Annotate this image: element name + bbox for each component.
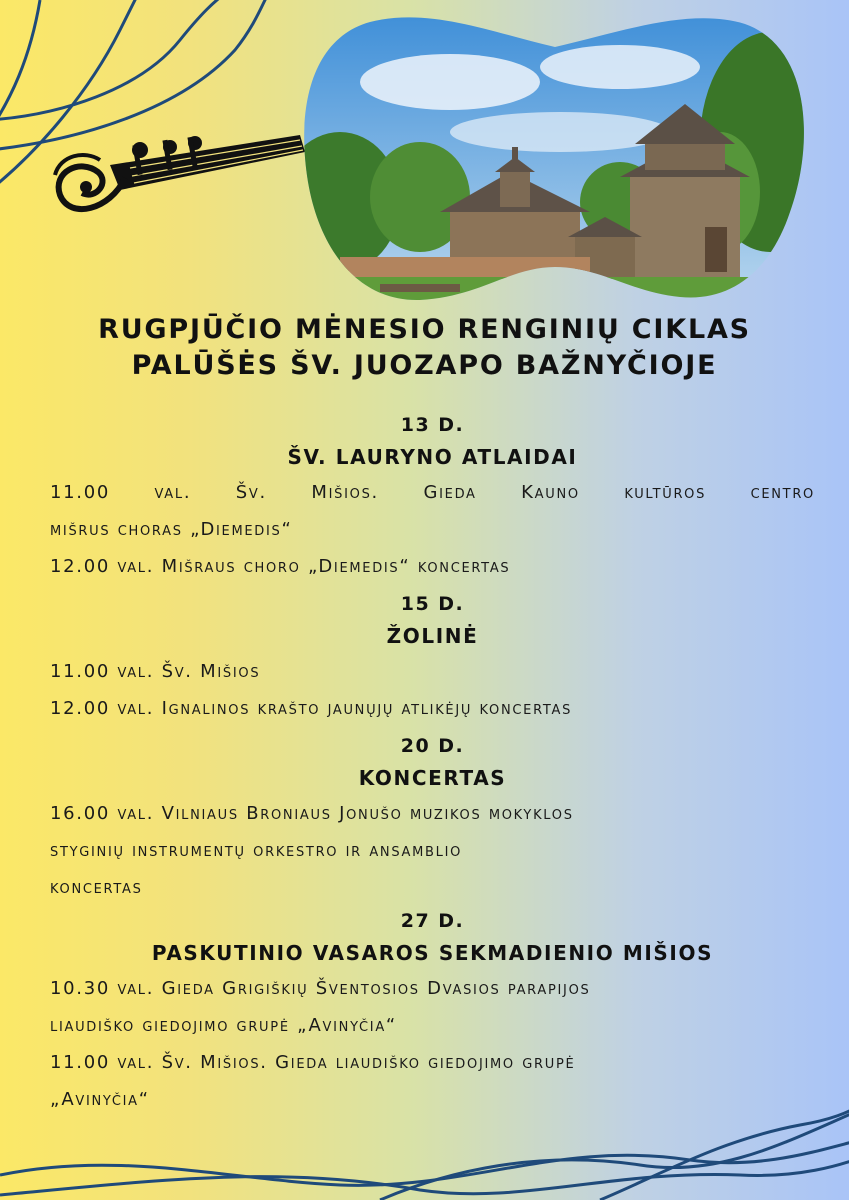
title-line-1: RUGPJŪČIO MĖNESIO RENGINIŲ CIKLAS	[98, 314, 751, 345]
schedule-line: koncertas	[50, 877, 143, 898]
schedule-line: 11.00 val. Šv. Mišios. Gieda Kauno kultūros centro	[50, 482, 815, 503]
section-event: KONCERTAS	[358, 766, 507, 790]
schedule-line: liaudiško giedojimo grupė „Avinyčia“	[50, 1015, 397, 1036]
schedule-line: 12.00 val. Ignalinos krašto jaunųjų atlikėjų koncertas	[50, 698, 573, 719]
section-event: PASKUTINIO VASAROS SEKMADIENIO MIŠIOS	[151, 941, 714, 965]
section-event: ŽOLINĖ	[386, 624, 479, 648]
section-day: 13 D.	[400, 414, 465, 436]
schedule-line: 12.00 val. Mišraus choro „Diemedis“ koncertas	[50, 556, 511, 577]
title-block	[0, 312, 849, 384]
schedule-section	[50, 410, 815, 585]
church-photo	[300, 12, 810, 312]
schedule-section	[50, 906, 815, 1118]
schedule-line: mišrus choras „Diemedis“	[50, 519, 293, 540]
title-line-2: PALŪŠĖS ŠV. JUOZAPO BAŽNYČIOJE	[131, 350, 718, 381]
schedule-line: styginių instrumentų orkestro ir ansamblio	[50, 840, 463, 861]
schedule-section	[50, 589, 815, 727]
section-day: 20 D.	[400, 735, 465, 757]
schedule	[50, 410, 815, 1118]
schedule-line: 11.00 val. Šv. Mišios	[50, 661, 261, 682]
schedule-line: „Avinyčia“	[50, 1089, 150, 1110]
schedule-line: 11.00 val. Šv. Mišios. Gieda liaudiško giedojimo grupė	[50, 1052, 576, 1073]
section-day: 15 D.	[400, 593, 465, 615]
schedule-section	[50, 731, 815, 906]
schedule-line: 16.00 val. Vilniaus Broniaus Jonušo muzikos mokyklos	[50, 803, 574, 824]
schedule-line: 10.30 val. Gieda Grigiškių Šventosios Dvasios parapijos	[50, 978, 591, 999]
violin-scroll-icon	[0, 0, 320, 240]
section-day: 27 D.	[400, 910, 465, 932]
section-event: ŠV. LAURYNO ATLAIDAI	[287, 445, 578, 469]
